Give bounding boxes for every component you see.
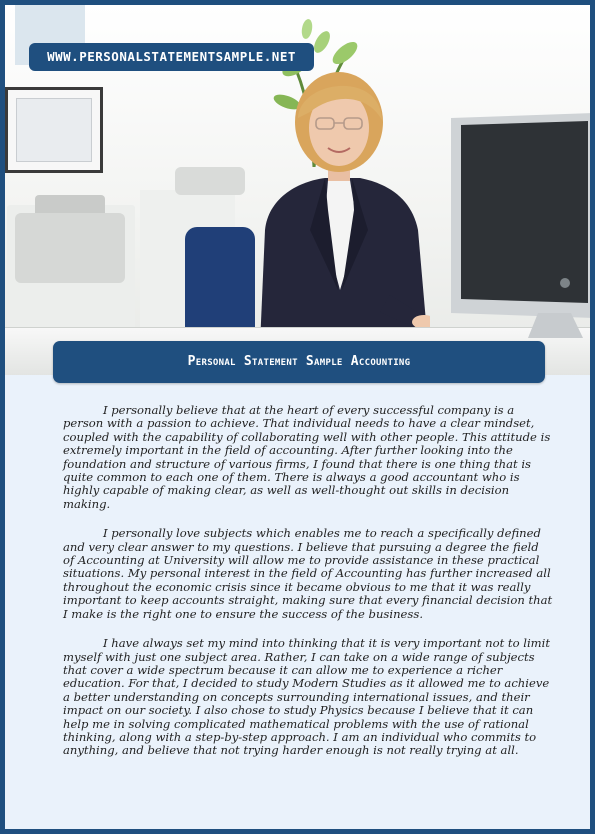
woman-at-desk-illustration [240, 60, 430, 345]
wall-picture-frame [5, 87, 103, 173]
printer [15, 213, 125, 283]
paragraph-3: I have always set my mind into thinking that it is very important not to limit myself with just one subject area. Rather, I can take on a wide range of subjects that cover a wide spectrum because it can allow me to experience a richer education. For that, I decided to study Modern Studies as it allowed me to achieve a better understanding on concepts surrounding international issues, and their impact on our society. I also chose to study Physics because I believe that it can help me in solving complicated mathematical problems with the use of rational thinking, along with a step-by-step approach. I am an individual who commits to anything, and believe that not trying harder enough is not really trying at all. [63, 636, 551, 758]
paragraph-2: I personally love subjects which enables me to reach a specifically defined and very clear answer to my questions. I believe that pursuing a degree the field of Accounting at University will allow me to provide assistance in these practical situations. My personal interest in the field of Accounting has further increased all throughout the economic crisis since it became obvious to me that it was really important to keep accounts straight, making sure that every financial decision that I make is the right one to ensure the success of the business. [63, 526, 553, 621]
header-photo [5, 5, 590, 375]
page-title: Personal Statement Sample Accounting [53, 341, 545, 383]
paragraph-1: I personally believe that at the heart of every successful company is a person with a passion to achieve. That individual needs to have a clear mindset, coupled with the capability of collaborating well with other people. This attitude is extremely important in the field of accounting. After further looking into the foundation and structure of various firms, I found that there is one thing that is quite common to each one of them. There is always a good accountant who is highly capable of making clear, as well as well-thought out skills in decision making. [63, 403, 551, 511]
statement-body [63, 404, 553, 774]
site-url-badge: WWW.PERSONALSTATEMENTSAMPLE.NET [29, 43, 314, 71]
computer-monitor-illustration [443, 113, 590, 338]
desk-phone [175, 167, 245, 195]
